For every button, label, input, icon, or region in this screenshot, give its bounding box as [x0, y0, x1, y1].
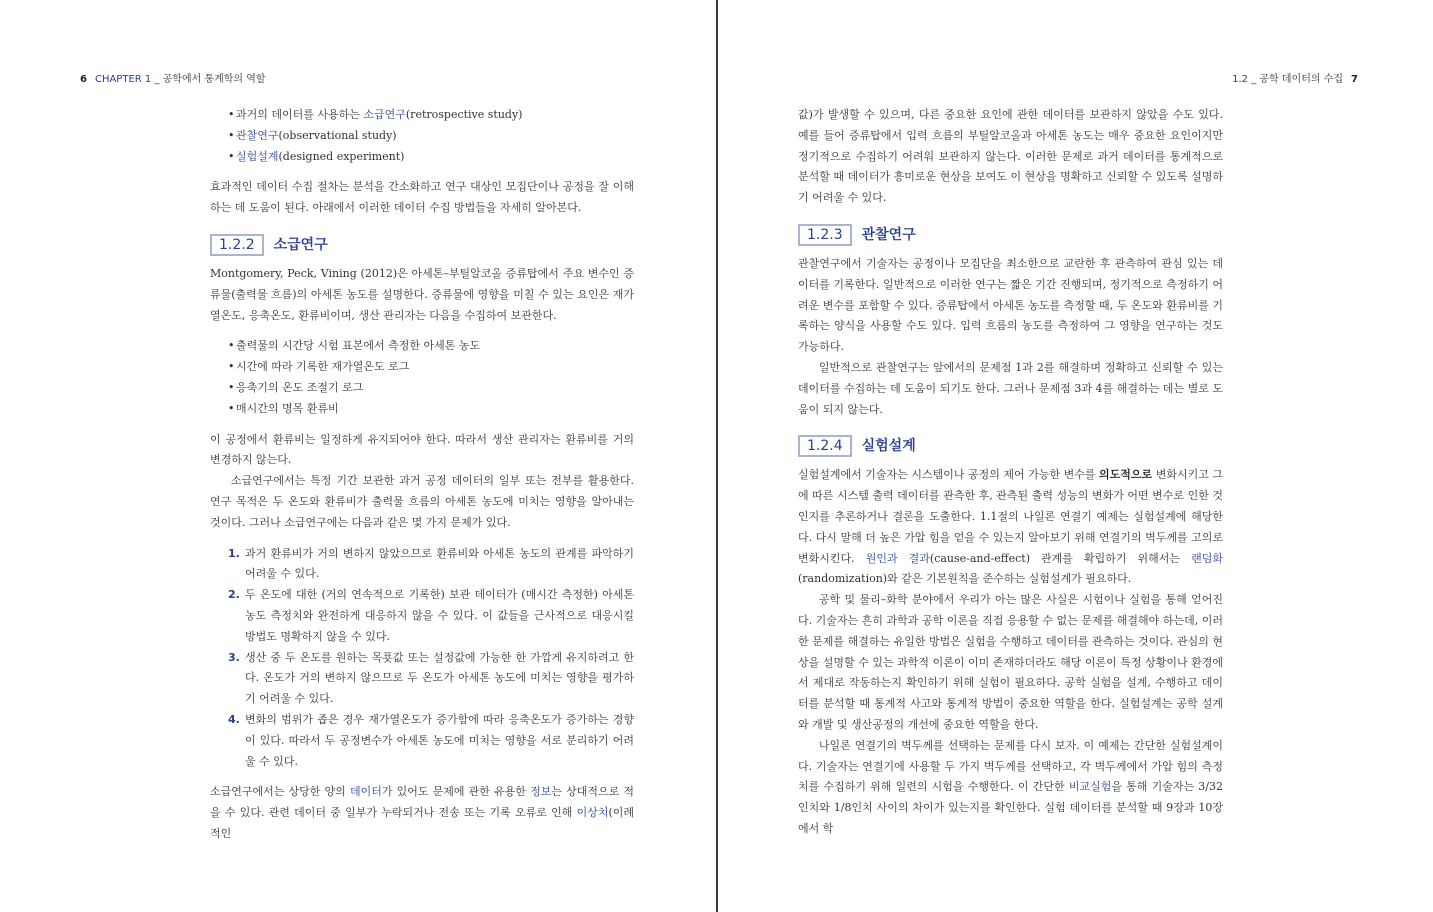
header-section-title: _ 공학 데이터의 수집	[1251, 74, 1344, 85]
list-item	[228, 105, 634, 126]
text-run: 나일론 연결기의 벽두께를 선택하는 문제를 다시 보자. 이 예제는 간단한 실험설계이다. 기술자는 연결기에 사용할 두 가지 벽두께를 선택하고, 각 벽두께에서 가압 힘의 측정치를 수집하기 위해 일련의 시험을 수행한다. 이 간단한	[798, 738, 1223, 794]
item-number: 3.	[228, 650, 240, 664]
text-run: (이례적인	[210, 806, 634, 840]
numbered-item	[228, 585, 634, 647]
highlighted-term: 데이터	[349, 785, 382, 799]
bullet-icon: •	[228, 128, 235, 142]
item-text: 과거 환류비가 거의 변하지 않았으므로 환류비와 아세톤 농도의 관계를 파악하기 어려울 수 있다.	[245, 546, 634, 581]
bullet-icon: •	[228, 360, 235, 374]
highlighted-term: 정보	[530, 785, 552, 799]
continued-paragraph: 값)가 발생할 수 있으며, 다른 중요한 요인에 관한 데이터를 보관하지 않았을 수도 있다. 예를 들어 증류탑에서 입력 흐름의 부틸알코올과 아세톤 농도는 매우 중요한 요인이지만 정기적으로 수집하기 어려워 보관하지 않는다. 이러한 문제로 과거 데이터를 통계적으로 분석할 때 데이터가 흥미로운 현상을 보여도 이 현상을 명확하고 신뢰할 수 있도록 설명하기 어려울 수 있다.	[798, 108, 1223, 205]
left-page	[0, 0, 716, 912]
left-running-header	[80, 70, 266, 85]
intro-paragraph: 효과적인 데이터 수집 절차는 분석을 간소화하고 연구 대상인 모집단이나 공정을 잘 이해하는 데 도움이 된다. 아래에서 이러한 데이터 수집 방법들을 자세히 알아본다.	[210, 180, 634, 215]
goal-paragraph: 소급연구에서는 특정 기간 보관한 과거 공정 데이터의 일부 또는 전부를 활용한다. 연구 목적은 두 온도와 환류비가 출력물 흐름의 아세톤 농도에 미치는 영향을 알아내는 것이다. 그러나 소급연구에는 다음과 같은 몇 가지 문제가 있다.	[210, 474, 634, 529]
list-item	[228, 357, 634, 378]
highlighted-term: 비교실험	[1068, 780, 1112, 794]
section-title: 소급연구	[273, 236, 328, 253]
text-run: (randomization)와 같은 기본원칙을 준수하는 실험설계가 필요하다.	[798, 572, 1132, 586]
observational-paragraph: 관찰연구에서 기술자는 공정이나 모집단을 최소한으로 교란한 후 관측하여 관심 있는 데이터를 기록한다. 일반적으로 이러한 연구는 짧은 기간 진행되며, 정기적으로 측정하기 어려운 변수를 포함할 수 있다. 증류탑에서 아세톤 농도를 측정할 때, 두 온도와 환류비를 기록하는 양식을 사용할 수도 있다. 입력 흐름의 농도를 측정하여 그 영향을 연구하는 것도 가능하다.	[798, 256, 1223, 354]
bullet-icon: •	[228, 149, 235, 163]
list-item-text: 응축기의 온도 조절기 로그	[236, 380, 364, 394]
item-text: 생산 중 두 온도를 원하는 목푯값 또는 설정값에 가능한 한 가깝게 유지하려고 한다. 온도가 거의 변하지 않으므로 두 온도가 아세톤 농도에 미치는 영향을 평가하기 어려울 수 있다.	[245, 650, 634, 706]
left-body	[210, 105, 634, 845]
highlighted-term: 원인과 결과	[865, 551, 930, 565]
section-number: 1.2.4	[798, 435, 852, 457]
designed-experiment-paragraph-3	[798, 736, 1223, 840]
highlighted-term: 랜덤화	[1191, 551, 1224, 565]
bullet-icon: •	[228, 401, 235, 415]
item-text: 변화의 범위가 좁은 경우 재가열온도가 증가함에 따라 응축온도가 증가하는 경향이 있다. 따라서 두 공정변수가 아세톤 농도에 미치는 영향을 서로 분리하기 어려울 수 있다.	[245, 712, 634, 768]
list-item	[228, 336, 634, 357]
text-run: 소급연구에서는 상당한 양의	[210, 785, 350, 799]
retrospective-paragraph: Montgomery, Peck, Vining (2012)은 아세톤–부틸알코올 증류탑에서 주요 변수인 증류물(출력물 흐름)의 아세톤 농도를 설명한다. 증류물에 영향을 미칠 수 있는 요인은 재가열온도, 응축온도, 환류비이며, 생산 관리자는 다음을 수집하여 보관한다.	[210, 266, 634, 322]
bullet-icon: •	[228, 108, 235, 121]
text-run: (designed experiment)	[278, 149, 405, 163]
text-run: 변화시키고 그에 따른 시스템 출력 데이터를 관측한 후, 관측된 출력 성능의 변화가 어떤 변수로 인한 것인지를 추론하거나 결론을 도출한다. 1.1절의 나일론 연결기 예제는 실험설계에 해당한다. 다시 말해 더 높은 가압 힘을 얻을 수 있는지 알아보기 위해 연결기의 벽두께를 고의로 변화시킨다.	[798, 468, 1224, 565]
closing-paragraph	[210, 782, 634, 844]
item-text: 두 온도에 대한 (거의 연속적으로 기록한) 보관 데이터가 (매시간 측정한) 아세톤 농도 측정치와 완전하게 대응하지 않을 수 있다. 이 값들을 근사적으로 대응시킬 방법도 명확하지 않을 수 있다.	[245, 588, 634, 643]
observational-paragraph-2: 일반적으로 관찰연구는 앞에서의 문제점 1과 2를 해결하며 정확하고 신뢰할 수 있는 데이터를 수집하는 데 도움이 되기도 한다. 그러나 문제점 3과 4를 해결하는 데는 별로 도움이 되지 않는다.	[798, 360, 1223, 416]
page-number-left: 6	[80, 74, 87, 85]
numbered-item	[228, 710, 634, 772]
data-collection-methods-list	[210, 105, 634, 167]
section-number: 1.2.2	[210, 234, 264, 256]
chapter-label: CHAPTER 1	[94, 74, 152, 85]
designed-experiment-paragraph-2: 공학 및 물리–화학 분야에서 우리가 아는 많은 사실은 시험이나 실험을 통해 얻어진다. 기술자는 흔히 과학과 공학 이론을 직접 응용할 수 없는 문제를 해결해야 하는데, 이러한 문제를 해결하는 유일한 방법은 실험을 수행하고 데이터를 관측하는 것이다. 관심의 현상을 설명할 수 있는 과학적 이론이 이미 존재하더라도 해당 이론이 특정 상황이나 환경에서 제대로 작동하는지 확인하기 위해 실험이 필요하다. 공학 실험을 설계, 수행하고 데이터를 분석할 때 통계적 사고와 통계적 방법이 중요한 역할을 한다. 실험설계는 공학 설계와 개발 및 생산공정의 개선에 중요한 역할을 한다.	[798, 593, 1223, 731]
bullet-icon: •	[228, 380, 235, 394]
page-number-right: 7	[1351, 74, 1358, 85]
item-number: 4.	[228, 712, 240, 726]
right-page	[718, 0, 1433, 912]
list-item-text: 매시간의 명목 환류비	[236, 401, 339, 415]
list-item	[228, 126, 634, 147]
bullet-icon: •	[228, 339, 235, 353]
text-run: 가 있어도 문제에 관한 유용한	[381, 785, 531, 799]
list-item-text: 시간에 따라 기록한 재가열온도 로그	[236, 360, 410, 374]
right-body	[798, 105, 1223, 840]
list-item	[228, 399, 634, 420]
section-title: 실험설계	[861, 437, 916, 454]
chapter-title: _ 공학에서 통계학의 역할	[154, 74, 266, 85]
header-section-number: 1.2	[1232, 74, 1249, 85]
list-item	[228, 378, 634, 399]
numbered-item	[228, 648, 634, 710]
recorded-data-list	[210, 336, 634, 419]
highlighted-term: 이상치	[576, 806, 609, 820]
section-heading-1-2-4	[798, 433, 1223, 459]
highlighted-term: 소급연구	[363, 108, 406, 121]
text-run: (cause-and-effect) 관계를 확립하기 위해서는	[929, 551, 1192, 565]
item-number: 2.	[228, 588, 240, 602]
list-item	[228, 147, 634, 168]
list-item-text: 출력물의 시간당 시험 표본에서 측정한 아세톤 농도	[236, 339, 481, 353]
emphasized-term: 의도적으로	[1099, 468, 1153, 482]
section-number: 1.2.3	[798, 224, 852, 246]
section-title: 관찰연구	[861, 226, 916, 243]
right-running-header	[1232, 70, 1358, 85]
highlighted-term: 관찰연구	[236, 128, 279, 142]
text-run: 을 통해 기술자는 3/32인치와 1/8인치 사이의 차이가 있는지를 확인한다. 실험 데이터를 분석할 때 9장과 10장에서 학	[798, 780, 1223, 835]
text-run: 실험설계에서 기술자는 시스템이나 공정의 제어 가능한 변수를	[798, 468, 1100, 482]
text-run: (observational study)	[278, 128, 397, 142]
numbered-item	[228, 544, 634, 586]
text-run: 는 상대적으로 적을 수 있다. 관련 데이터 중 일부가 누락되거나 전송 또는 기록 오류로 인해	[210, 785, 634, 820]
problems-list	[210, 544, 634, 773]
designed-experiment-paragraph	[798, 465, 1223, 590]
text-run: (retrospective study)	[405, 108, 523, 121]
text-run: 과거의 데이터를 사용하는	[236, 108, 364, 121]
highlighted-term: 실험설계	[236, 149, 279, 163]
section-heading-1-2-3	[798, 222, 1223, 248]
item-number: 1.	[228, 546, 240, 560]
section-heading-1-2-2	[210, 232, 634, 258]
reflux-paragraph: 이 공정에서 환류비는 일정하게 유지되어야 한다. 따라서 생산 관리자는 환류비를 거의 변경하지 않는다.	[210, 432, 634, 467]
